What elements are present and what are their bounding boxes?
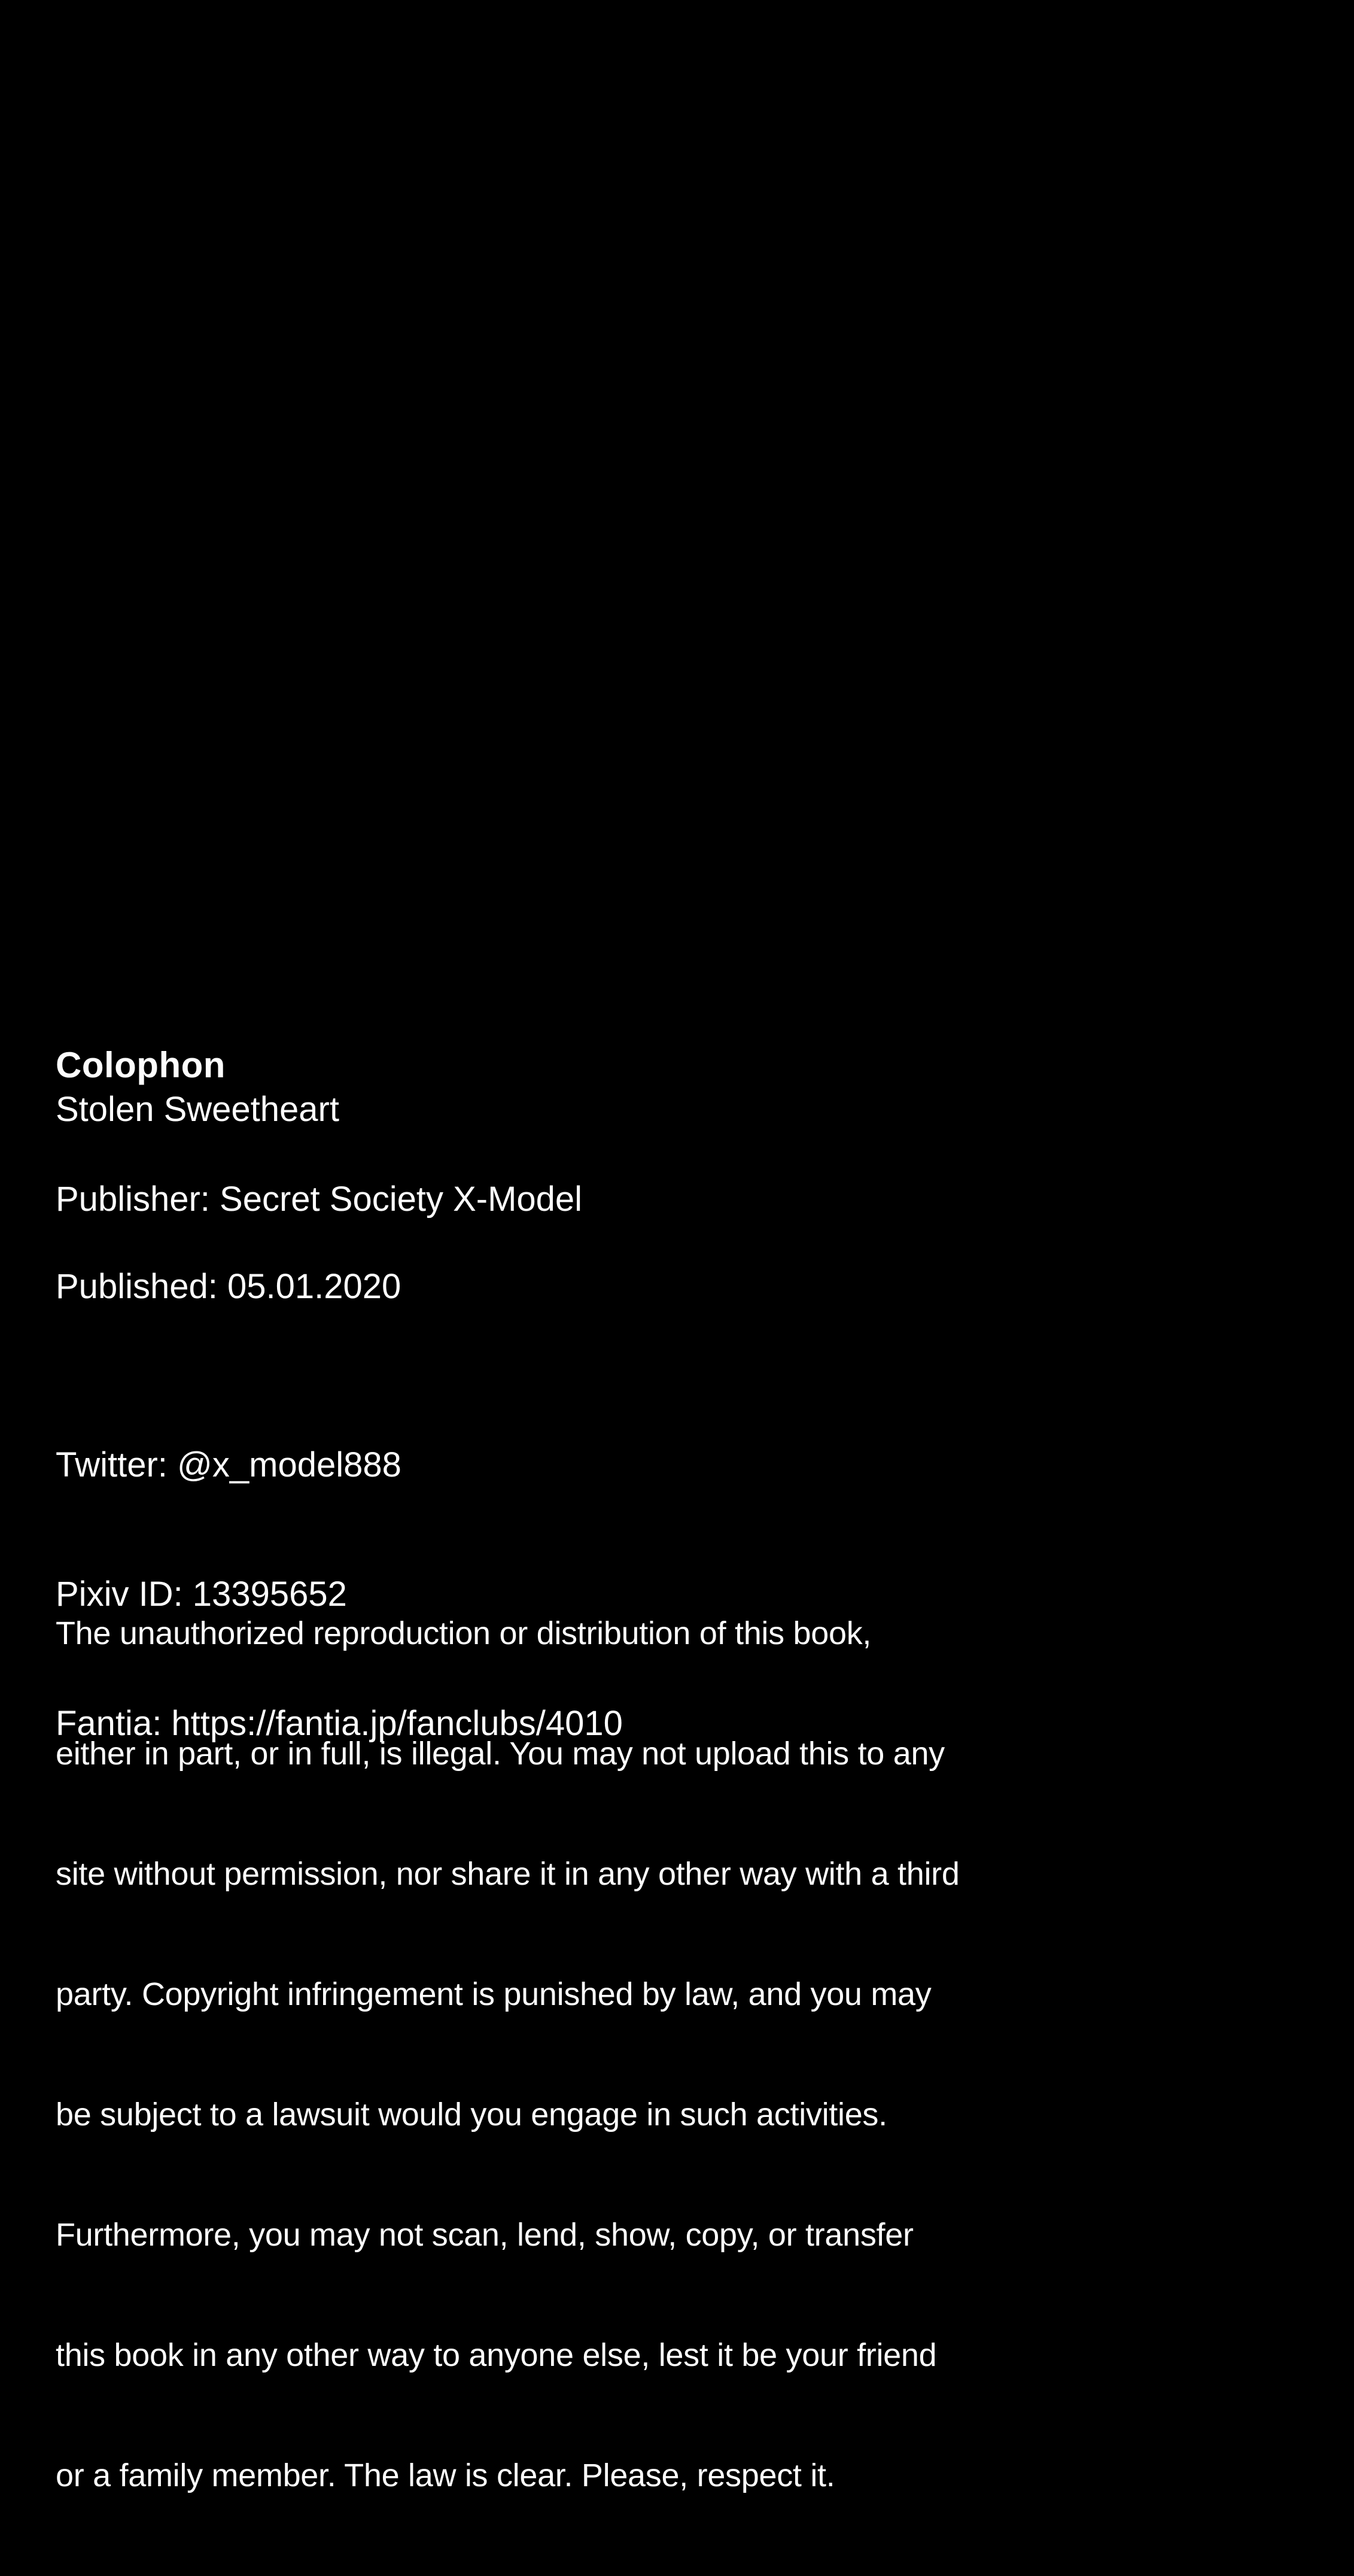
book-title: Stolen Sweetheart <box>56 1090 339 1129</box>
legal-text-line: The unauthorized reproduction or distribution of this book, <box>56 1615 872 1651</box>
fantia-line: Fantia: https://fantia.jp/fanclubs/4010 <box>56 1704 623 1743</box>
twitter-line: Twitter: @x_model888 <box>56 1445 401 1484</box>
legal-text-line: Furthermore, you may not scan, lend, show, copy, or transfer <box>56 2217 914 2253</box>
legal-text-line: party. Copyright infringement is punished by law, and you may <box>56 1976 932 2012</box>
legal-text-line: site without permission, nor share it in any other way with a third <box>56 1856 960 1892</box>
pixiv-line: Pixiv ID: 13395652 <box>56 1575 347 1614</box>
legal-text-line: be subject to a lawsuit would you engage in such activities. <box>56 2097 887 2133</box>
legal-paragraph <box>56 1533 1306 2576</box>
legal-text-line: or a family member. The law is clear. Please, respect it. <box>56 2457 835 2493</box>
colophon-heading: Colophon <box>56 1045 226 1085</box>
published-date-line: Published: 05.01.2020 <box>56 1267 401 1306</box>
publisher-line: Publisher: Secret Society X-Model <box>56 1180 583 1219</box>
legal-text-line: either in part, or in full, is illegal. You may not upload this to any <box>56 1736 945 1772</box>
legal-text-line: this book in any other way to anyone else, lest it be your friend <box>56 2337 937 2373</box>
